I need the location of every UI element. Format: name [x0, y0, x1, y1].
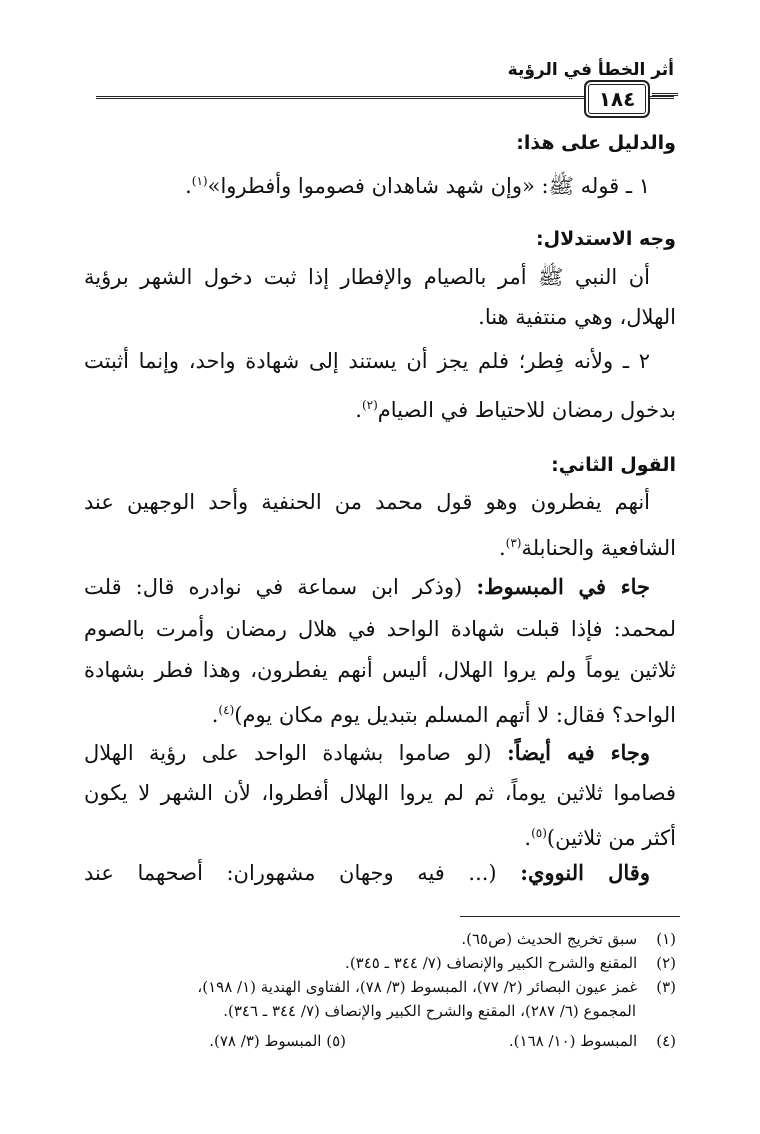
source-label-mabsut: جاء في المبسوط: [476, 574, 650, 599]
source-label-nawawi: وقال النووي: [520, 860, 650, 885]
body-text: بدخول رمضان للاحتياط في الصيام [377, 398, 676, 422]
footnote-5 [209, 1030, 346, 1052]
period: . [211, 703, 219, 727]
running-header-title: أثر الخطأ في الرؤية [507, 60, 674, 80]
footnote-text: المقنع والشرح الكبير والإنصاف (٧/ ٣٤٤ ـ ٣٤٥). [345, 954, 638, 972]
period: . [498, 536, 506, 560]
footnote-number: (١) [656, 930, 676, 948]
footnote-text: غمز عيون البصائر (٢/ ٧٧)، المبسوط (٣/ ٧٨)، الفتاوى الهندية (١/ ١٩٨)، [197, 978, 638, 996]
period: . [185, 174, 192, 198]
footnote-text: المبسوط (٣/ ٧٨). [209, 1032, 322, 1050]
body-line [84, 818, 676, 853]
footnote-text: المبسوط (١٠/ ١٦٨). [508, 1032, 638, 1050]
body-line [84, 166, 650, 201]
hadith-text: ١ ـ قوله ﷺ: «وإن شهد شاهدان فصوموا وأفطروا» [207, 174, 650, 198]
footnote-ref-2: (٢) [361, 398, 378, 412]
footnote-3 [70, 976, 676, 998]
body-line: الهلال، وهي منتفية هنا. [478, 305, 676, 329]
footnote-number: (٣) [656, 978, 676, 996]
heading-second-opinion: القول الثاني: [551, 454, 676, 476]
period: . [355, 398, 362, 422]
body-line [84, 572, 650, 602]
body-line [84, 858, 650, 888]
footnote-text: سبق تخريج الحديث (ص٦٥). [461, 930, 638, 948]
body-line: ثلاثين يوماً ولم يروا الهلال، أليس أنهم يفطرون، وهذا فطر بشهادة [84, 658, 676, 682]
page-number-dash [652, 93, 678, 98]
heading-evidence: والدليل على هذا: [516, 132, 676, 154]
body-line: فصاموا ثلاثين يوماً، ثم لم يروا الهلال أفطروا، لأن الشهر لا يكون [84, 781, 676, 805]
body-line: أن النبي ﷺ أمر بالصيام والإفطار إذا ثبت دخول الشهر برؤية [84, 265, 650, 289]
body-text: الواحد؟ فقال: لا أتهم المسلم بتبديل يوم مكان يوم) [234, 703, 676, 727]
page-number-box [584, 80, 650, 118]
footnote-ref-5: (٥) [531, 826, 547, 840]
footnote-ref-1: (١) [191, 174, 208, 188]
footnote-2 [70, 952, 676, 974]
body-text: (... فيه وجهان مشهوران: أصحهما عند [84, 861, 521, 885]
body-line: أنهم يفطرون وهو قول محمد من الحنفية وأحد الوجهين عند [84, 490, 650, 514]
period: . [524, 826, 532, 850]
source-label-also: وجاء فيه أيضاً: [506, 740, 650, 765]
body-text: (وذكر ابن سماعة في نوادره قال: قلت [84, 575, 477, 599]
body-text: (لو صاموا بشهادة الواحد على رؤية الهلال [84, 741, 507, 765]
footnote-number: (٥) [326, 1032, 346, 1050]
body-line [84, 390, 676, 425]
body-line [84, 528, 676, 563]
footnote-4 [509, 1030, 676, 1052]
footnote-ref-4: (٤) [218, 703, 235, 717]
footnote-number: (٤) [656, 1032, 676, 1050]
footnote-1 [70, 928, 676, 950]
body-line [84, 695, 676, 730]
footnote-ref-3: (٣) [505, 536, 522, 550]
body-text: الشافعية والحنابلة [521, 536, 676, 560]
body-line: لمحمد: فإذا قبلت شهادة الواحد في هلال رمضان وأمرت بالصوم [84, 617, 676, 641]
body-line [84, 738, 650, 768]
page-number: ١٨٤ [598, 87, 636, 111]
footnote-separator [460, 916, 680, 917]
footnote-number: (٢) [656, 954, 676, 972]
footnote-3-continued: المجموع (٦/ ٢٨٧)، المقنع والشرح الكبير والإنصاف (٧/ ٣٤٤ ـ ٣٤٦). [223, 1002, 636, 1020]
body-text: أكثر من ثلاثين) [546, 826, 676, 850]
heading-inference: وجه الاستدلال: [536, 228, 676, 250]
body-line: ٢ ـ ولأنه فِطر؛ فلم يجز أن يستند إلى شهادة واحد، وإنما أثبتت [84, 349, 650, 373]
